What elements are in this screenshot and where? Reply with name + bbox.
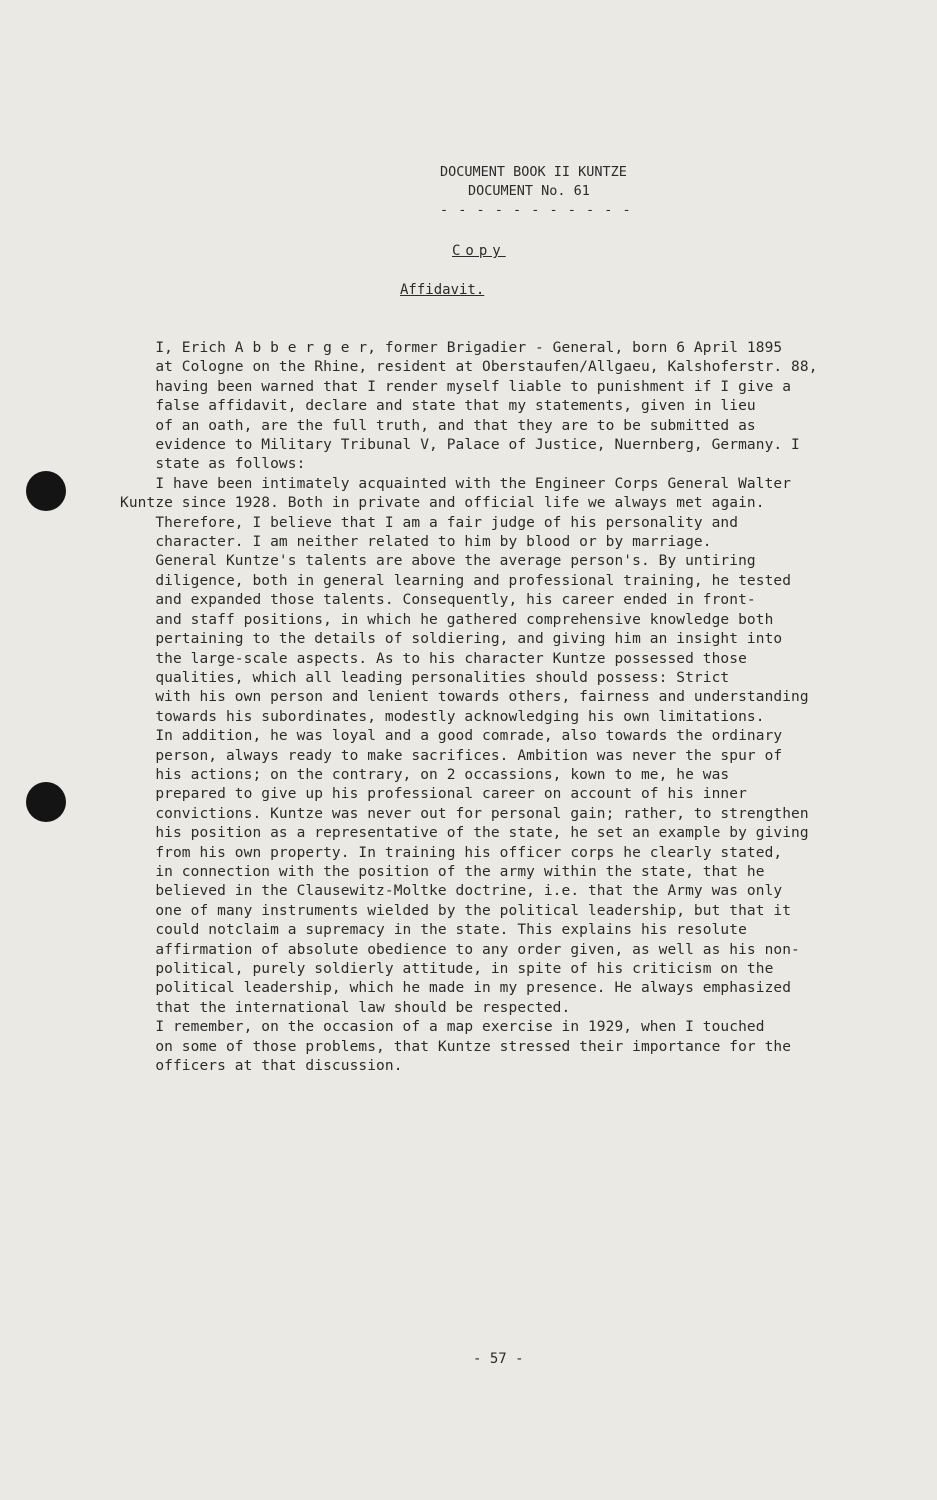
body-line: in connection with the position of the army within the state, that he (120, 863, 765, 880)
document-book-title: DOCUMENT BOOK II KUNTZE (440, 164, 627, 180)
affidavit-body (120, 339, 900, 1076)
body-line: could notclaim a supremacy in the state. This explains his resolute (120, 922, 747, 939)
header-divider: - - - - - - - - - - - (440, 202, 632, 218)
body-line: having been warned that I render myself liable to punishment if I give a (120, 378, 792, 395)
body-line: Kuntze since 1928. Both in private and official life we always met again. (120, 495, 765, 512)
body-line: pertaining to the details of soldiering, and giving him an insight into (120, 631, 783, 648)
body-line: character. I am neither related to him by blood or by marriage. (120, 534, 712, 551)
body-line: I, Erich A b b e r g e r, former Brigadier - General, born 6 April 1895 (120, 340, 783, 356)
body-line: I have been intimately acquainted with the Engineer Corps General Walter (120, 475, 792, 492)
body-line: believed in the Clausewitz-Moltke doctrine, i.e. that the Army was only (120, 883, 783, 900)
body-line: of an oath, are the full truth, and that they are to be submitted as (120, 417, 756, 434)
body-line: state as follows: (120, 456, 306, 473)
body-line: affirmation of absolute obedience to any order given, as well as his non- (120, 941, 800, 958)
affidavit-title: Affidavit. (400, 282, 485, 298)
body-line: with his own person and lenient towards others, fairness and understanding (120, 689, 809, 706)
body-line: at Cologne on the Rhine, resident at Oberstaufen/Allgaeu, Kalshoferstr. 88, (120, 359, 818, 376)
punch-hole (26, 471, 66, 511)
body-line: his actions; on the contrary, on 2 occassions, kown to me, he was (120, 766, 730, 783)
body-line: I remember, on the occasion of a map exercise in 1929, when I touched (120, 1019, 765, 1036)
body-line: person, always ready to make sacrifices. Ambition was never the spur of (120, 747, 783, 764)
body-line: diligence, both in general learning and professional training, he tested (120, 572, 792, 589)
body-line: evidence to Military Tribunal V, Palace of Justice, Nuernberg, Germany. I (120, 437, 800, 454)
body-line: towards his subordinates, modestly acknowledging his own limitations. (120, 708, 765, 725)
body-line: political leadership, which he made in my presence. He always emphasized (120, 980, 792, 997)
body-line: political, purely soldierly attitude, in spite of his criticism on the (120, 961, 774, 977)
document-header (378, 163, 698, 220)
body-line: officers at that discussion. (120, 1058, 403, 1075)
page-number: - 57 - (473, 1351, 524, 1367)
body-line: the large-scale aspects. As to his character Kuntze possessed those (120, 650, 747, 667)
punch-hole (26, 782, 66, 822)
body-line: and staff positions, in which he gathered comprehensive knowledge both (120, 611, 774, 628)
body-line: false affidavit, declare and state that my statements, given in lieu (120, 398, 756, 415)
copy-title: Copy (452, 243, 506, 259)
body-line: one of many instruments wielded by the political leadership, but that it (120, 902, 792, 919)
body-line: In addition, he was loyal and a good comrade, also towards the ordinary (120, 728, 783, 745)
body-line: his position as a representative of the state, he set an example by giving (120, 825, 809, 842)
document-number: DOCUMENT No. 61 (468, 183, 590, 199)
body-line: Therefore, I believe that I am a fair judge of his personality and (120, 514, 739, 531)
body-line: General Kuntze's talents are above the average person's. By untiring (120, 553, 756, 570)
body-line: prepared to give up his professional career on account of his inner (120, 786, 747, 803)
body-line: convictions. Kuntze was never out for personal gain; rather, to strengthen (120, 805, 809, 822)
body-line: and expanded those talents. Consequently, his career ended in front- (120, 592, 756, 609)
body-line: on some of those problems, that Kuntze stressed their importance for the (120, 1038, 792, 1055)
body-line: qualities, which all leading personalities should possess: Strict (120, 669, 730, 686)
body-line: from his own property. In training his officer corps he clearly stated, (120, 844, 783, 861)
body-line: that the international law should be respected. (120, 999, 571, 1016)
